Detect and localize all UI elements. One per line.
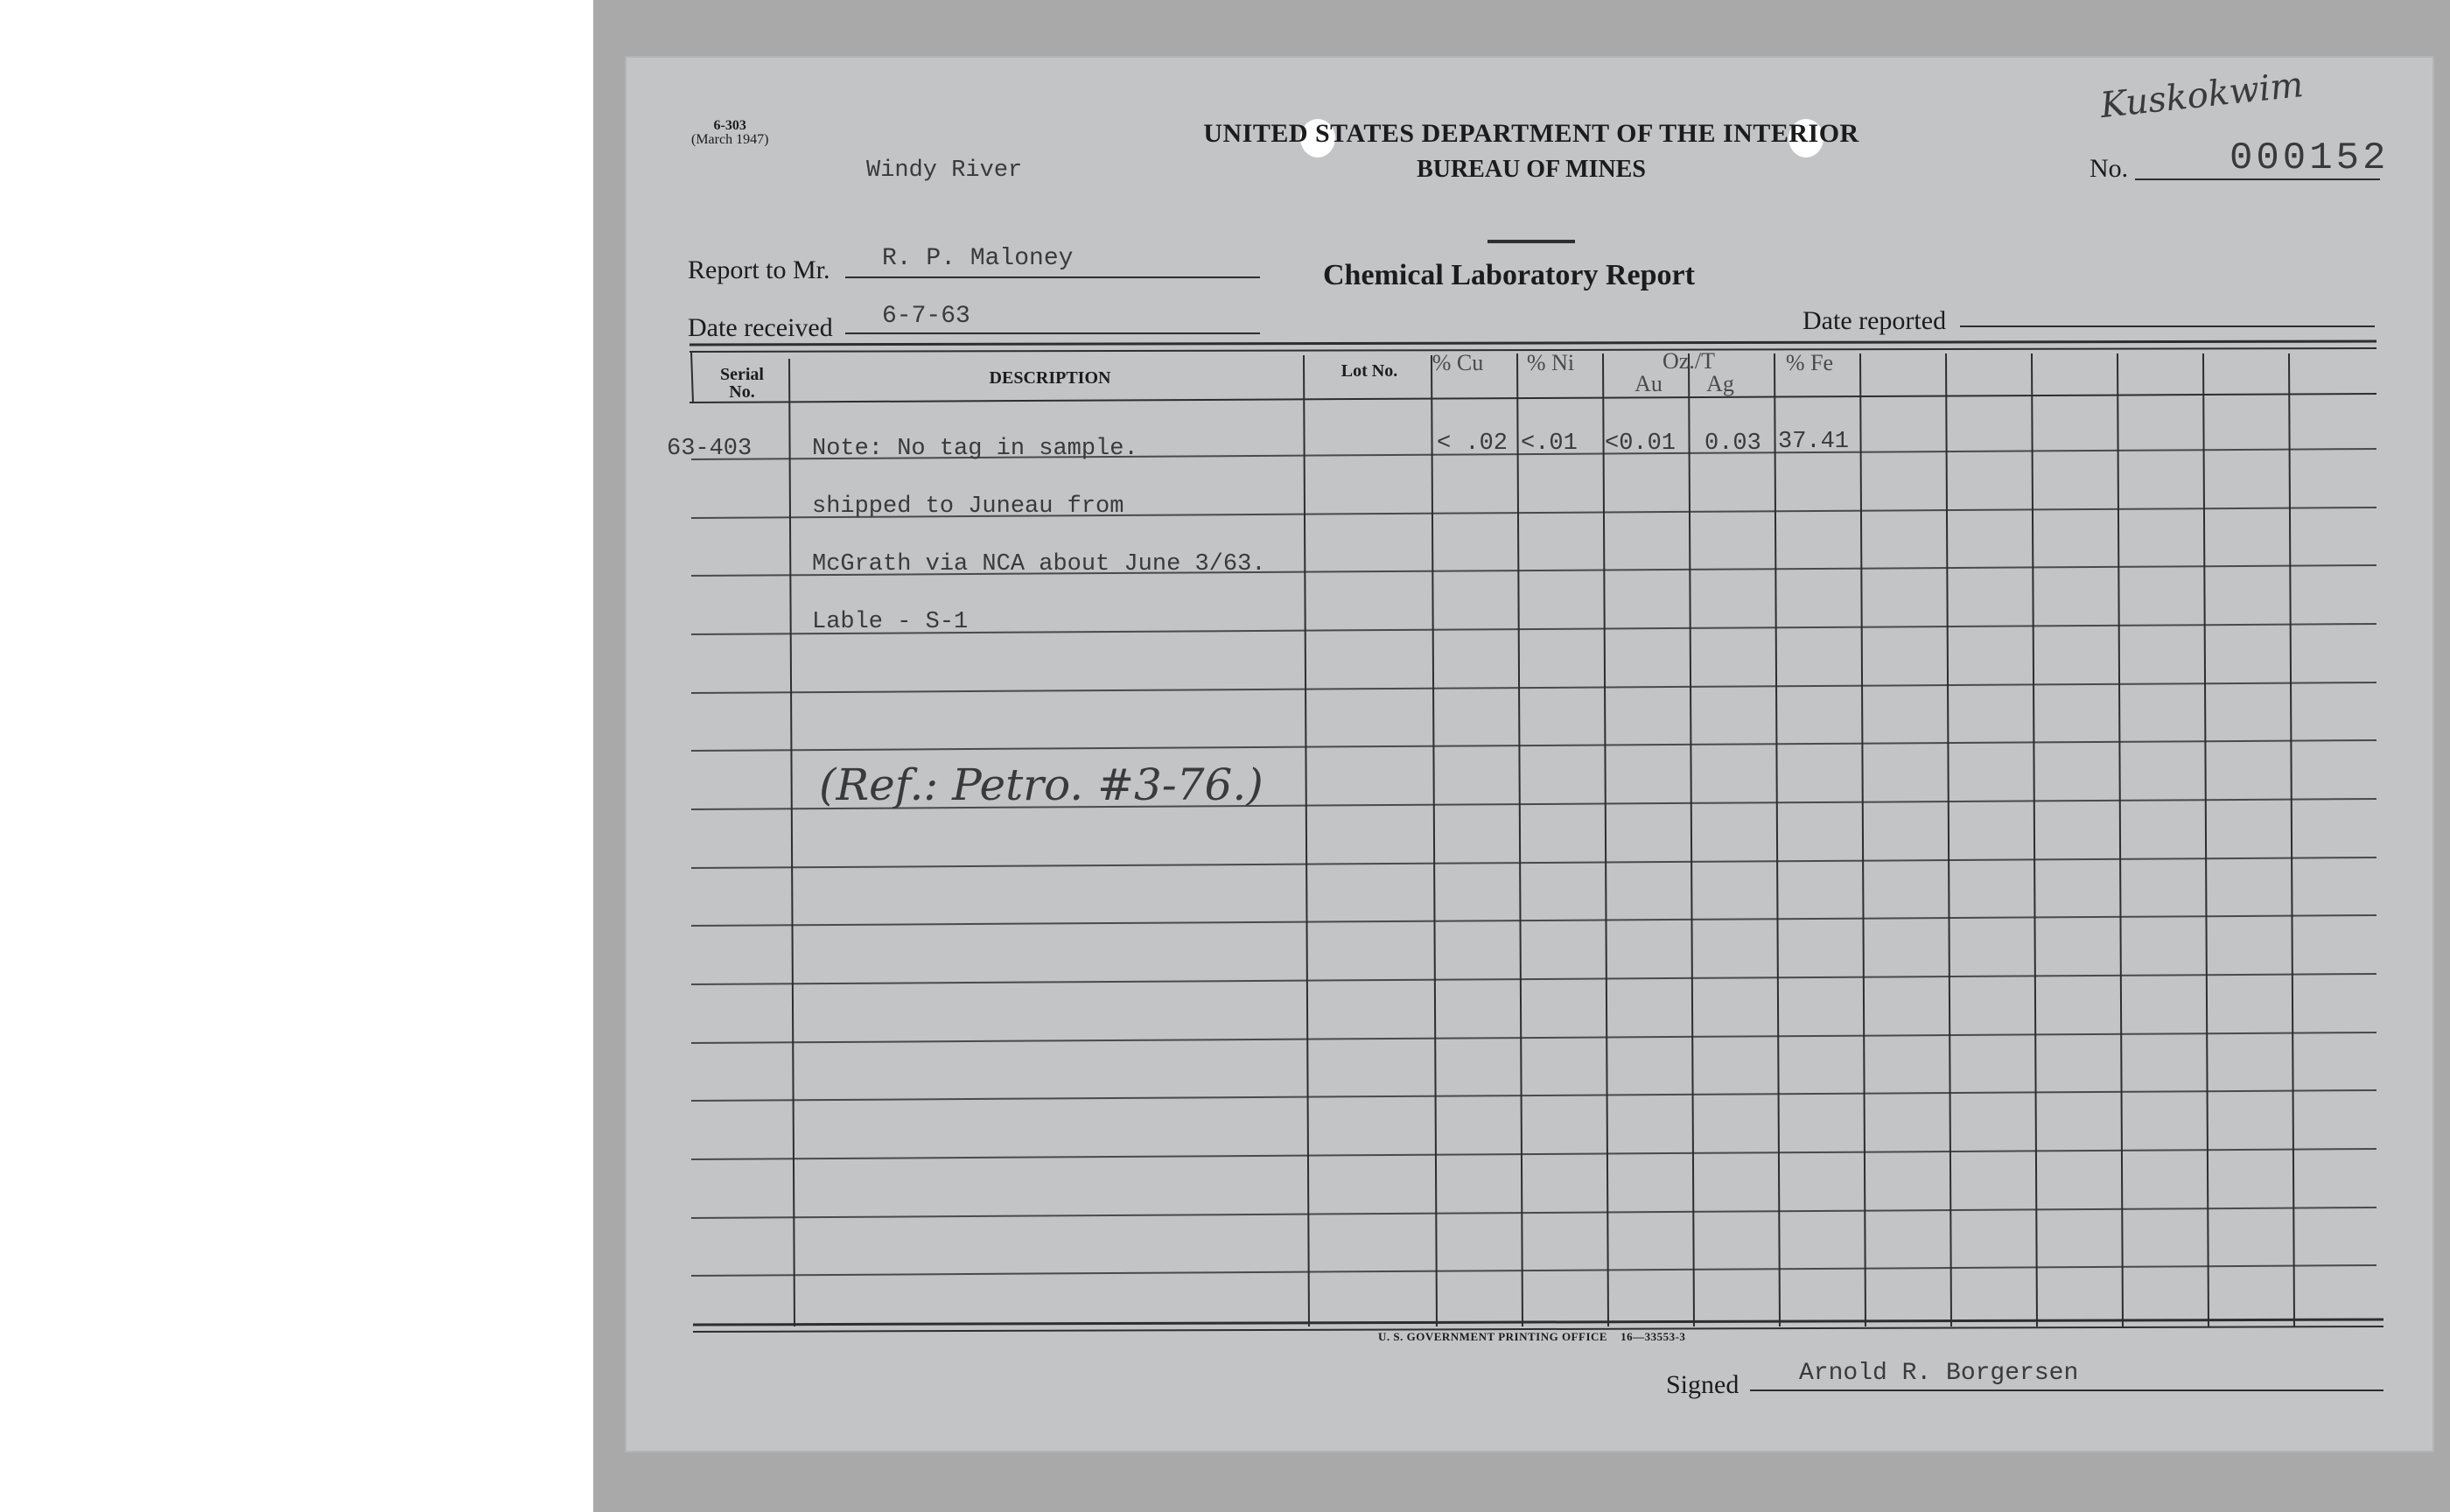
report-title: Chemical Laboratory Report <box>1323 259 1695 291</box>
signature-line <box>1750 1390 2384 1391</box>
report-number-label: No. <box>2090 154 2129 183</box>
handwritten-region: Kuskokwim <box>2098 64 2306 127</box>
date-reported-label: Date reported <box>1802 306 1947 335</box>
serial-number-cell: 63-403 <box>667 436 752 462</box>
signed-label: Signed <box>1666 1370 1740 1399</box>
description-cell: McGrath via NCA about June 3/63. <box>812 551 1266 578</box>
date-received-line <box>845 332 1260 334</box>
report-to-label: Report to Mr. <box>688 256 830 284</box>
description-cell: Note: No tag in sample. <box>812 436 1138 462</box>
bureau-name: BUREAU OF MINES <box>1417 156 1646 183</box>
column-header-lot: Lot No. <box>1340 361 1398 381</box>
column-header-serial: Serial No. <box>720 365 764 402</box>
date-received-value: 6-7-63 <box>882 303 970 330</box>
signed-value: Arnold R. Borgersen <box>1799 1360 2079 1387</box>
title-rule <box>1488 240 1575 243</box>
agency-name: UNITED STATES DEPARTMENT OF THE INTERIOR <box>1203 119 1859 148</box>
description-cell: shipped to Juneau from <box>812 494 1124 520</box>
silver-result-cell: 0.03 <box>1704 430 1761 457</box>
column-header-description: DESCRIPTION <box>989 368 1111 388</box>
description-cell: Lable - S-1 <box>812 609 969 635</box>
date-reported-line <box>1960 326 2375 327</box>
iron-result-cell: 37.41 <box>1778 429 1850 455</box>
date-received-label: Date received <box>688 313 833 342</box>
copper-result-cell: < .02 <box>1437 430 1508 457</box>
column-header-cu: % Cu <box>1432 350 1484 375</box>
report-to-value: R. P. Maloney <box>882 245 1074 272</box>
form-number: 6-303 (March 1947) <box>691 118 769 147</box>
location-stamp: Windy River <box>866 158 1023 184</box>
handwritten-reference-note: (Ref.: Petro. #3-76.) <box>819 760 1264 810</box>
column-header-oz-per-ton: Oz./T <box>1662 348 1715 374</box>
report-number-value: 000152 <box>2230 136 2390 180</box>
nickel-result-cell: <.01 <box>1521 430 1578 457</box>
report-to-line <box>845 276 1260 278</box>
gold-result-cell: <0.01 <box>1605 430 1676 457</box>
column-header-ag: Ag <box>1706 371 1734 396</box>
column-header-au: Au <box>1634 371 1662 396</box>
column-header-fe: % Fe <box>1785 350 1834 375</box>
printing-office-line: U. S. GOVERNMENT PRINTING OFFICE 16—33553-3 <box>1378 1330 1686 1343</box>
column-header-ni: % Ni <box>1526 350 1575 375</box>
